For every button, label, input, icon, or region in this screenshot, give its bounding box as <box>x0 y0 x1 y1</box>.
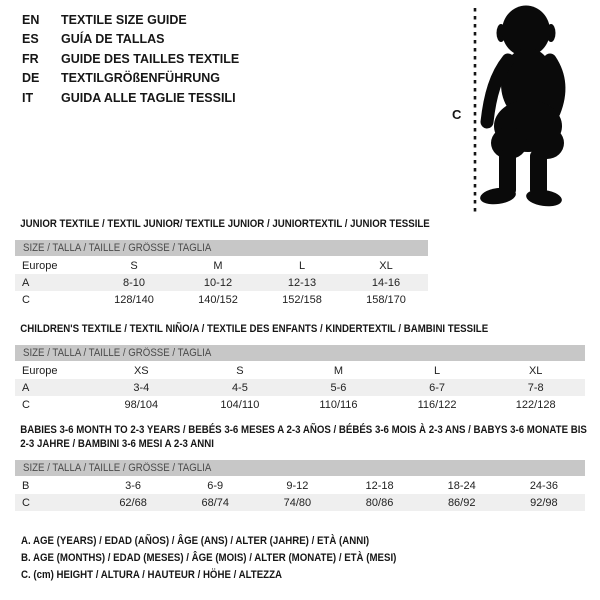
value-cell: 6-7 <box>388 379 487 396</box>
value-cell: 152/158 <box>282 293 322 306</box>
value-cell: 140/152 <box>198 293 238 306</box>
value-cell: S <box>130 259 138 272</box>
value-cell: 104/110 <box>220 398 260 411</box>
value-cell: 8-10 <box>92 274 176 291</box>
value-cell: XL <box>528 364 543 377</box>
size-header-bar <box>15 460 585 476</box>
value-cell: 110/116 <box>319 398 358 411</box>
language-label: GUÍA DE TALLAS <box>61 32 165 47</box>
value-cell: 5-6 <box>289 379 388 396</box>
table-row <box>15 396 585 413</box>
table-row <box>15 291 428 308</box>
language-label: TEXTILGRÖßENFÜHRUNG <box>61 71 221 86</box>
note-height-cm: C. (cm) HEIGHT / ALTURA / HAUTEUR / HÖHE / ALTEZZA <box>21 568 283 581</box>
language-row <box>22 89 239 108</box>
value-cell: 158/170 <box>366 293 406 306</box>
note-age-months: B. AGE (MONTHS) / EDAD (MESES) / ÂGE (MOIS) / ALTER (MONATE) / ETÀ (MESI) <box>21 551 397 564</box>
value-cell: 80/86 <box>338 494 420 511</box>
value-cell: 14-16 <box>344 274 428 291</box>
value-cell: 116/122 <box>417 398 457 411</box>
size-reference-figure <box>438 0 600 215</box>
row-label-cell: A <box>15 379 92 396</box>
value-cell: S <box>236 364 244 377</box>
row-label-cell: Europe <box>22 364 58 377</box>
value-cell: 24-36 <box>529 479 558 492</box>
section-heading: CHILDREN'S TEXTILE / TEXTIL NIÑO/A / TEXTILE DES ENFANTS / KINDERTEXTIL / BAMBINI TESSILE <box>20 323 489 335</box>
junior-size-table <box>15 257 428 308</box>
value-cell: 6-9 <box>207 479 224 492</box>
table-row <box>15 379 585 396</box>
value-cell: 3-4 <box>92 379 191 396</box>
value-cell: 86/92 <box>421 494 503 511</box>
language-guide-list <box>22 11 239 108</box>
value-cell: 18-24 <box>447 479 476 492</box>
language-code: DE <box>22 71 40 86</box>
table-row <box>15 274 428 291</box>
language-code: IT <box>22 90 34 105</box>
size-header-bar <box>15 240 428 256</box>
row-label-cell: A <box>15 274 92 291</box>
value-cell: M <box>213 259 223 272</box>
table-row <box>15 362 585 379</box>
value-cell: L <box>434 364 441 377</box>
row-label-cell: C <box>22 398 30 411</box>
babies-size-table <box>15 477 585 511</box>
section-heading: BABIES 3-6 MONTH TO 2-3 YEARS / BEBÉS 3-6 MESES A 2-3 AÑOS / BÉBÉS 3-6 MOIS À 2-3 ANS / BABYS 3-6 MONATE BIS 2-3 JAHRE / BAMBINI 3-6 MESI A 2-3 ANNI <box>20 424 587 450</box>
row-label-cell: C <box>22 293 30 306</box>
size-header-label: SIZE / TALLA / TAILLE / GRÖSSE / TAGLIA <box>23 242 212 254</box>
value-cell: 9-12 <box>286 479 309 492</box>
value-cell: 12-18 <box>365 479 394 492</box>
value-cell: 68/74 <box>174 494 256 511</box>
language-row <box>22 30 239 49</box>
table-row <box>15 477 585 494</box>
section-heading: JUNIOR TEXTILE / TEXTIL JUNIOR/ TEXTILE JUNIOR / JUNIORTEXTIL / JUNIOR TESSILE <box>20 218 430 230</box>
value-cell: L <box>298 259 306 272</box>
section-childrens-textile <box>15 322 585 413</box>
language-label: TEXTILE SIZE GUIDE <box>61 13 187 27</box>
section-babies-textile <box>15 423 585 511</box>
value-cell: 7-8 <box>486 379 585 396</box>
row-label-cell: B <box>22 479 30 492</box>
section-junior-textile <box>15 217 428 308</box>
language-row <box>22 50 239 69</box>
table-row <box>15 494 585 511</box>
value-cell: 3-6 <box>125 479 142 492</box>
language-row <box>22 69 239 88</box>
value-cell: 10-12 <box>176 274 260 291</box>
value-cell: XL <box>379 259 393 272</box>
value-cell: 122/128 <box>515 398 556 411</box>
legend-notes <box>21 533 448 583</box>
value-cell: 74/80 <box>256 494 338 511</box>
value-cell: 98/104 <box>124 398 159 411</box>
baby-silhouette <box>479 6 564 209</box>
row-label-cell: Europe <box>22 259 58 272</box>
note-age-years: A. AGE (YEARS) / EDAD (AÑOS) / ÂGE (ANS) / ALTER (JAHRE) / ETÀ (ANNI) <box>21 535 370 547</box>
row-label-cell: C <box>15 494 92 511</box>
value-cell: XS <box>133 364 149 377</box>
value-cell: 12-13 <box>260 274 344 291</box>
children-size-table <box>15 362 585 413</box>
size-header-label: SIZE / TALLA / TAILLE / GRÖSSE / TAGLIA <box>23 347 212 359</box>
size-header-label: SIZE / TALLA / TAILLE / GRÖSSE / TAGLIA <box>23 462 212 474</box>
value-cell: 92/98 <box>503 494 585 511</box>
size-header-bar <box>15 345 585 361</box>
language-code: ES <box>22 32 39 47</box>
language-code: FR <box>22 51 39 66</box>
value-cell: 128/140 <box>114 293 154 306</box>
height-label: C <box>452 107 462 122</box>
language-label: GUIDE DES TAILLES TEXTILE <box>61 51 240 66</box>
language-label: GUIDA ALLE TAGLIE TESSILI <box>61 90 236 105</box>
table-row <box>15 257 428 274</box>
value-cell: 62/68 <box>92 494 174 511</box>
value-cell: 4-5 <box>191 379 290 396</box>
value-cell: M <box>333 364 344 377</box>
language-row <box>22 11 239 30</box>
language-code: EN <box>22 13 40 27</box>
